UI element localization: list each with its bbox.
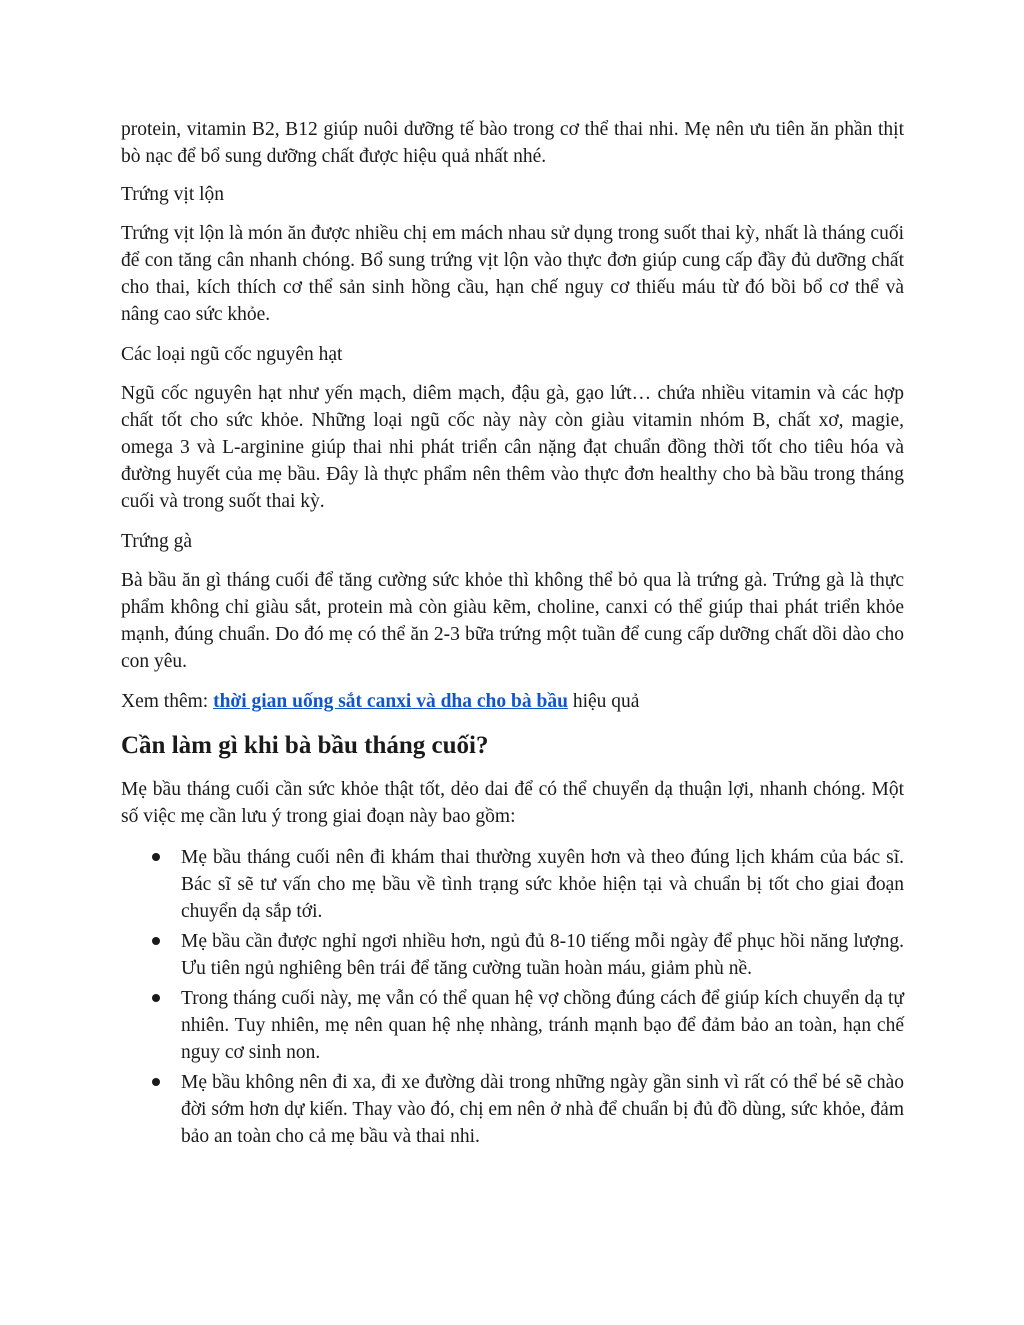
bullet-icon bbox=[152, 1078, 160, 1086]
bullet-icon bbox=[152, 937, 160, 945]
list-item-text: Mẹ bầu cần được nghỉ ngơi nhiều hơn, ngủ đủ 8-10 tiếng mỗi ngày để phục hồi năng lượng. Ưu tiên ngủ nghiêng bên trái để tăng cường tuần hoàn máu, giảm phù nề. bbox=[181, 931, 904, 979]
list-item bbox=[121, 844, 904, 925]
subheading-whole-grains: Các loại ngũ cốc nguyên hạt bbox=[121, 344, 343, 365]
subheading-chicken-eggs: Trứng gà bbox=[121, 531, 193, 552]
paragraph-whole-grains: Ngũ cốc nguyên hạt như yến mạch, diêm mạch, đậu gà, gạo lứt… chứa nhiều vitamin và các hợp chất tốt cho sức khỏe. Những loại ngũ cốc này này còn giàu vitamin nhóm B, chất xơ, magie, omega 3 và L-arginine giúp thai nhi phát triển cân nặng đạt chuẩn đồng thời tốt cho tiêu hóa và đường huyết của mẹ bầu. Đây là thực phẩm nên thêm vào thực đơn healthy cho bà bầu trong tháng cuối và trong suốt thai kỳ. bbox=[121, 383, 904, 512]
list-item-text: Mẹ bầu không nên đi xa, đi xe đường dài trong những ngày gần sinh vì rất có thể bé sẽ chào đời sớm hơn dự kiến. Thay vào đó, chị em nên ở nhà để chuẩn bị đủ đồ dùng, sức khỏe, đảm bảo an toàn cho cả mẹ bầu và thai nhi. bbox=[181, 1072, 904, 1147]
see-more-line bbox=[121, 688, 904, 715]
bullet-icon bbox=[152, 853, 160, 861]
advice-list bbox=[121, 844, 904, 1150]
document-body bbox=[121, 116, 904, 1153]
bullet-icon bbox=[152, 994, 160, 1002]
section-intro: Mẹ bầu tháng cuối cần sức khỏe thật tốt, dẻo dai để có thể chuyển dạ thuận lợi, nhanh chóng. Một số việc mẹ cần lưu ý trong giai đoạn này bao gồm: bbox=[121, 779, 904, 827]
see-more-suffix: hiệu quả bbox=[567, 691, 640, 712]
paragraph-beef: protein, vitamin B2, B12 giúp nuôi dưỡng tế bào trong cơ thể thai nhi. Mẹ nên ưu tiên ăn phần thịt bò nạc để bổ sung dưỡng chất được hiệu quả nhất nhé. bbox=[121, 119, 904, 167]
section-heading: Cần làm gì khi bà bầu tháng cuối? bbox=[121, 732, 489, 759]
subheading-balut: Trứng vịt lộn bbox=[121, 184, 225, 205]
list-item bbox=[121, 1069, 904, 1150]
list-item-text: Trong tháng cuối này, mẹ vẫn có thể quan hệ vợ chồng đúng cách để giúp kích chuyển dạ tự nhiên. Tuy nhiên, mẹ nên quan hệ nhẹ nhàng, tránh mạnh bạo để đảm bảo an toàn, hạn chế nguy cơ sinh non. bbox=[181, 988, 904, 1063]
paragraph-balut: Trứng vịt lộn là món ăn được nhiều chị em mách nhau sử dụng trong suốt thai kỳ, nhất là tháng cuối để con tăng cân nhanh chóng. Bổ sung trứng vịt lộn vào thực đơn giúp cung cấp đầy đủ dưỡng chất cho thai, kích thích cơ thể sản sinh hồng cầu, hạn chế nguy cơ thiếu máu từ đó bồi bổ cơ thể và nâng cao sức khỏe. bbox=[121, 223, 904, 325]
list-item bbox=[121, 985, 904, 1066]
see-more-link[interactable]: thời gian uống sắt canxi và dha cho bà bầu bbox=[213, 691, 568, 712]
list-item bbox=[121, 928, 904, 982]
paragraph-chicken-eggs: Bà bầu ăn gì tháng cuối để tăng cường sức khỏe thì không thể bỏ qua là trứng gà. Trứng gà là thực phẩm không chỉ giàu sắt, protein mà còn giàu kẽm, choline, canxi có thể giúp thai phát triển khỏe mạnh, đúng chuẩn. Do đó mẹ có thể ăn 2-3 bữa trứng một tuần để cung cấp dưỡng chất dồi dào cho con yêu. bbox=[121, 570, 904, 672]
see-more-prefix: Xem thêm: bbox=[121, 691, 214, 712]
list-item-text: Mẹ bầu tháng cuối nên đi khám thai thường xuyên hơn và theo đúng lịch khám của bác sĩ. Bác sĩ sẽ tư vấn cho mẹ bầu về tình trạng sức khỏe hiện tại và chuẩn bị tốt cho giai đoạn chuyển dạ sắp tới. bbox=[181, 847, 904, 922]
